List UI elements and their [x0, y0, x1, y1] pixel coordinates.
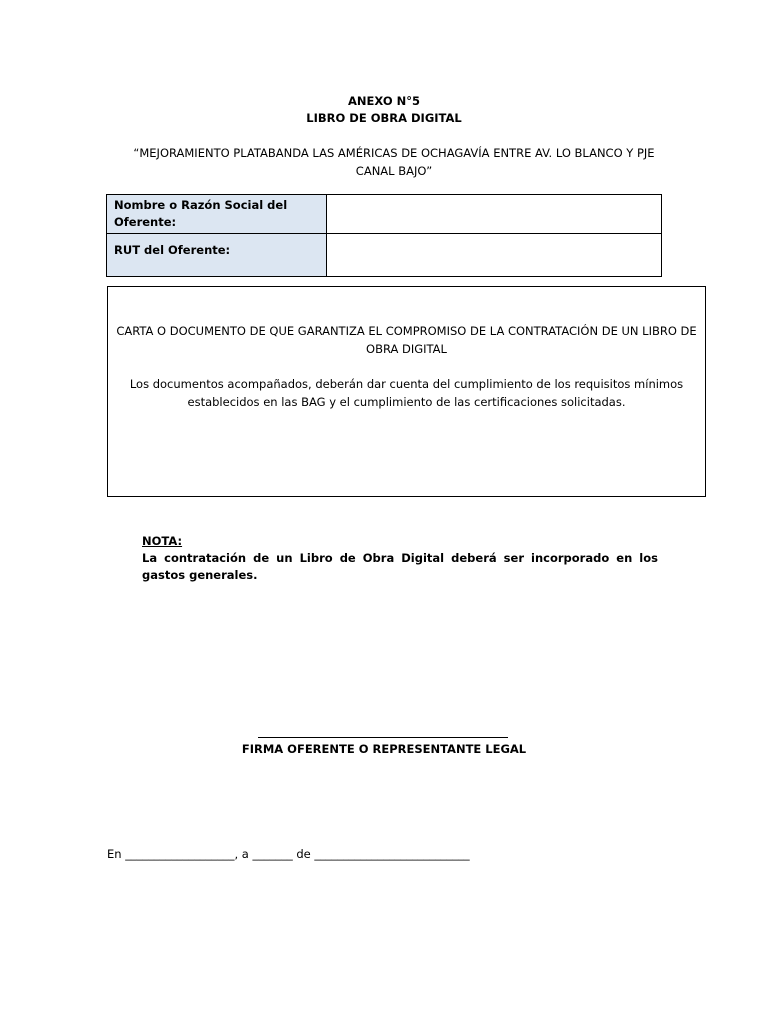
annex-title: ANEXO N°5 [348, 94, 420, 108]
guarantee-letter-heading: CARTA O DOCUMENTO DE QUE GARANTIZA EL COMPROMISO DE LA CONTRATACIÓN DE UN LIBRO DE OBRA DIGITAL [116, 324, 697, 356]
note-text: La contratación de un Libro de Obra Digital deberá ser incorporado en los gastos generales. [142, 551, 658, 582]
guarantee-letter-box [107, 286, 706, 497]
offeror-name-label: Nombre o Razón Social del Oferente: [107, 195, 327, 234]
table-row [107, 234, 662, 277]
place-date-line: En ___________________, a _______ de ___________________________ [107, 847, 470, 861]
table-row [107, 195, 662, 234]
project-title: “MEJORAMIENTO PLATABANDA LAS AMÉRICAS DE OCHAGAVÍA ENTRE AV. LO BLANCO Y PJE CANAL BAJO” [133, 146, 655, 178]
note-section [142, 533, 658, 584]
offeror-info-table [106, 194, 662, 277]
offeror-rut-field[interactable] [327, 234, 662, 277]
annex-subtitle: LIBRO DE OBRA DIGITAL [306, 111, 462, 125]
signature-label: FIRMA OFERENTE O REPRESENTANTE LEGAL [241, 742, 527, 756]
signature-line [258, 737, 508, 738]
offeror-name-field[interactable] [327, 195, 662, 234]
note-heading: NOTA: [142, 534, 183, 548]
offeror-rut-label: RUT del Oferente: [107, 234, 327, 277]
guarantee-letter-text: Los documentos acompañados, deberán dar cuenta del cumplimiento de los requisitos mínimos establecidos en las BAG y el cumplimiento de las certificaciones solicitadas. [129, 377, 684, 409]
